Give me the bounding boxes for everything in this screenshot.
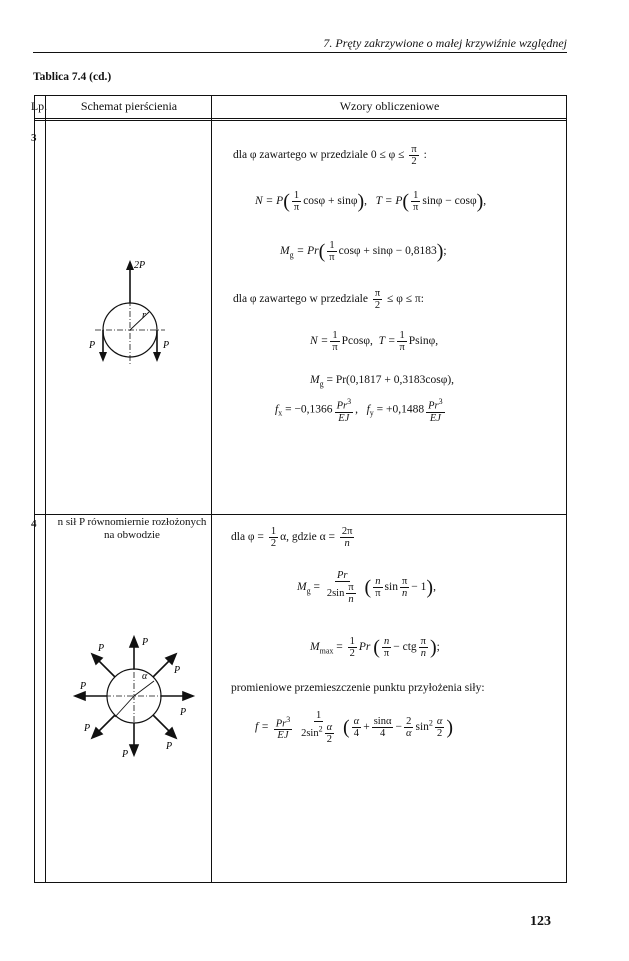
formula-N-T: N = P( $\frac{1}{\pi}$ cosφ + sinφ), T = P( $\frac{1}{\pi}$ sinφ − cosφ), xyxy=(255,190,487,213)
radius-line xyxy=(134,681,154,696)
row-4-description: n sił P równomiernie rozłożonych na obwodzie xyxy=(57,516,207,541)
formula-Mg-4: $M_g$ = Pr 2sin $\frac{\pi}{n}$ ( $\frac{n}{\pi}$ sin $\frac{\pi}{n}$ − 1), xyxy=(297,570,436,605)
formula-deflections: $f_x = -0,1366$ $\frac{Pr^3}{EJ}$ , $f_y = +0,1488$ $\frac{Pr^3}{EJ}$ xyxy=(275,397,443,424)
force-label: P xyxy=(142,637,149,648)
force-label: P xyxy=(122,749,129,760)
column-header-scheme: Schemat pierścienia xyxy=(80,99,178,113)
formula-Mmax: $M_{max}$ = $\frac{1}{2}$ Pr ( $\frac{n}{\pi}$ − ctg $\frac{\pi}{n}$ ); xyxy=(310,636,440,659)
column-header-formulas: Wzory obliczeniowe xyxy=(339,99,440,113)
column-header-lp: Lp. xyxy=(30,99,48,113)
top-load-label: 2P xyxy=(134,260,146,271)
column-divider-1 xyxy=(45,96,46,882)
formula-Mg-1: $M_g = Pr$( $\frac{1}{\pi}$ cosφ + sinφ − 0,8183); xyxy=(280,240,447,263)
page-number: 123 xyxy=(530,914,551,929)
force-label: P xyxy=(166,741,173,752)
header-rule xyxy=(33,52,567,53)
top-load-arrowhead xyxy=(126,260,134,270)
formula-table xyxy=(30,95,567,883)
running-header: 7. Pręty zakrzywione o małej krzywiźnie względnej xyxy=(323,36,567,50)
column-divider-2 xyxy=(211,96,212,882)
radius-label: r xyxy=(142,310,146,321)
force-label: P xyxy=(180,707,187,718)
formula-phi: dla φ = $\frac{1}{2}$ α, gdzie α = $\frac{2\pi}{n}$ xyxy=(231,526,353,549)
formula-f: f = $\frac{Pr^3}{EJ}$ 1 $2\sin^2$ $\frac{\alpha}{2}$ ( $\frac{\alpha}{4}$ + $\frac{\sin\alpha}{4}$ − $\frac{2}{\alpha}$ $\sin^2$ $\frac{\alpha}{2}$ ) xyxy=(255,710,454,745)
angle-label: α xyxy=(142,671,148,682)
table-title: Tablica 7.4 (cd.) xyxy=(33,71,112,83)
right-load-arrowhead xyxy=(153,352,161,362)
force-label: P xyxy=(84,723,91,734)
radius-line xyxy=(115,696,134,717)
left-load-arrowhead xyxy=(99,352,107,362)
left-load-label: P xyxy=(89,340,96,351)
force-label: P xyxy=(80,681,87,692)
header-bottom-rule xyxy=(35,118,566,119)
row-number: 4 xyxy=(31,518,37,530)
formula-range-2: dla φ zawartego w przedziale $\frac{\pi}{2}$ ≤ φ ≤ π: xyxy=(233,288,424,311)
formula-range-1: dla φ zawartego w przedziale 0 ≤ φ ≤ $\frac{\pi}{2}$ : xyxy=(233,144,427,167)
right-load-label: P xyxy=(163,340,170,351)
formula-radial-text: promieniowe przemieszczenie punktu przyłożenia siły: xyxy=(231,682,485,694)
ring-diagram-3 xyxy=(75,256,185,376)
ring-diagram-4 xyxy=(70,631,200,761)
formula-N-T-2: N = $\frac{1}{\pi}$ Pcosφ, T = $\frac{1}{\pi}$ Psinφ, xyxy=(310,330,439,353)
radius-line xyxy=(130,312,149,330)
row-number: 3 xyxy=(31,132,37,144)
header-bottom-rule-2 xyxy=(35,120,566,121)
force-label: P xyxy=(98,643,105,654)
formula-Mg-2: $M_g = Pr(0,1817 + 0,3183\cos\varphi)$, xyxy=(310,374,455,389)
row-divider xyxy=(35,514,566,515)
force-label: P xyxy=(174,665,181,676)
